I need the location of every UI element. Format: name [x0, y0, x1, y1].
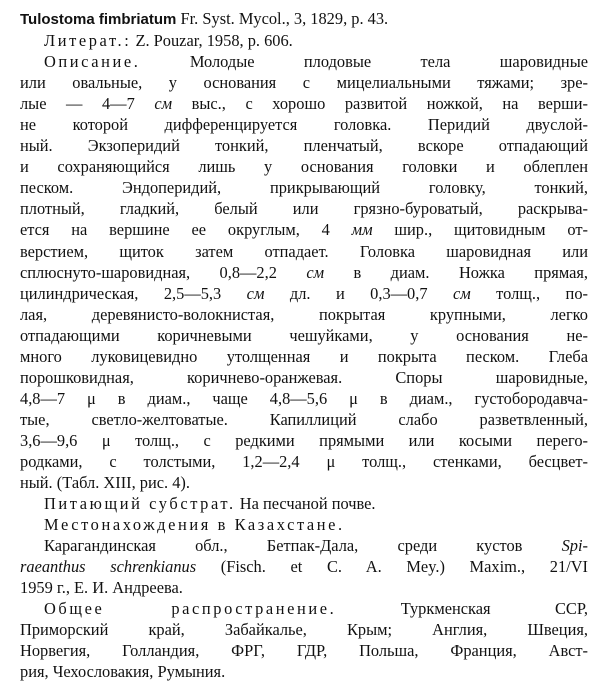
- distribution-label: Общее распространение.: [44, 599, 337, 619]
- locality-line: raeanthus schrenkianus (Fisch. et C. A. Mey.) Maxim., 21/VI: [20, 557, 588, 577]
- description-line: отпадающими коричневыми чешуйками, у основания не-: [20, 325, 588, 345]
- distribution-line: Общее распространение. Туркменская ССР,: [44, 599, 588, 619]
- localities-label: Местонахождения в Казахстане.: [44, 515, 345, 535]
- description-line: сплюснуто-шаровидная, 0,8—2,2 см в диам. Ножка прямая,: [20, 262, 588, 282]
- title-line: [20, 8, 588, 30]
- description-line: или овальные, у основания с мицелиальными тяжами; зре-: [20, 73, 588, 93]
- distribution-line: рия, Чехословакия, Румыния.: [20, 662, 226, 682]
- taxon-citation: Fr. Syst. Mycol., 3, 1829, p. 43.: [180, 9, 389, 28]
- locality-line: Карагандинская обл., Бетпак-Дала, среди кустов Spi-: [44, 536, 588, 556]
- description-line: песком. Эндоперидий, прикрывающий головку, тонкий,: [20, 178, 588, 198]
- distribution-block: [20, 598, 588, 682]
- literature-text: Z. Pouzar, 1958, p. 606.: [135, 31, 293, 51]
- description-line: ный. (Табл. XIII, рис. 4).: [20, 473, 190, 493]
- locality-line: 1959 г., Е. И. Андреева.: [20, 578, 183, 598]
- description-line: цилиндрическая, 2,5—5,3 см дл. и 0,3—0,7 см толщ., по-: [20, 283, 588, 303]
- description-line: 4,8—7 μ в диам., чаще 4,8—5,6 μ в диам., густобородавча-: [20, 388, 588, 408]
- description-block: [20, 51, 588, 493]
- localities-heading: [20, 514, 588, 535]
- substrate-label: Питающий субстрат.: [44, 494, 236, 514]
- description-line: много луковицевидно утолщенная и покрыта песком. Глеба: [20, 346, 588, 366]
- description-line: родками, с толстыми, 1,2—2,4 μ толщ., стенками, бесцвет-: [20, 451, 588, 471]
- description-line: тые, светло-желтоватые. Капиллиций слабо разветвленный,: [20, 409, 588, 429]
- literature-line: [20, 30, 588, 51]
- distribution-line: Приморский край, Забайкалье, Крым; Англия, Швеция,: [20, 620, 588, 640]
- taxon-name: Tulostoma fimbriatum: [20, 11, 177, 28]
- description-line: ный. Экзоперидий тонкий, пленчатый, вскоре отпадающий: [20, 136, 588, 156]
- description-line: Описание. Молодые плодовые тела шаровидные: [44, 52, 588, 72]
- description-line: не которой дифференцируется головка. Перидий двуслой-: [20, 115, 588, 135]
- description-line: ется на вершине ее округлым, 4 мм шир., щитовидным от-: [20, 220, 588, 240]
- description-label: Описание.: [44, 52, 141, 72]
- distribution-line: Норвегия, Голландия, ФРГ, ГДР, Польша, Франция, Авст-: [20, 641, 588, 661]
- substrate-line: [20, 493, 588, 514]
- description-line: лые — 4—7 см выс., с хорошо развитой ножкой, на верши-: [20, 94, 588, 114]
- description-line: плотный, гладкий, белый или грязно-буроватый, раскрыва-: [20, 199, 588, 219]
- description-line: и сохраняющийся лишь у основания головки и облеплен: [20, 157, 588, 177]
- substrate-text: На песчаной почве.: [239, 494, 376, 514]
- literature-label: Литерат.:: [44, 31, 132, 51]
- localities-block: [20, 535, 588, 598]
- description-line: 3,6—9,6 μ толщ., с редкими прямыми или косыми перего-: [20, 430, 588, 450]
- description-line: порошковидная, коричнево-оранжевая. Споры шаровидные,: [20, 367, 588, 387]
- description-line: верстием, щиток затем отпадает. Головка шаровидная или: [20, 241, 588, 261]
- description-line: лая, деревянисто-волокнистая, покрытая крупными, легко: [20, 304, 588, 324]
